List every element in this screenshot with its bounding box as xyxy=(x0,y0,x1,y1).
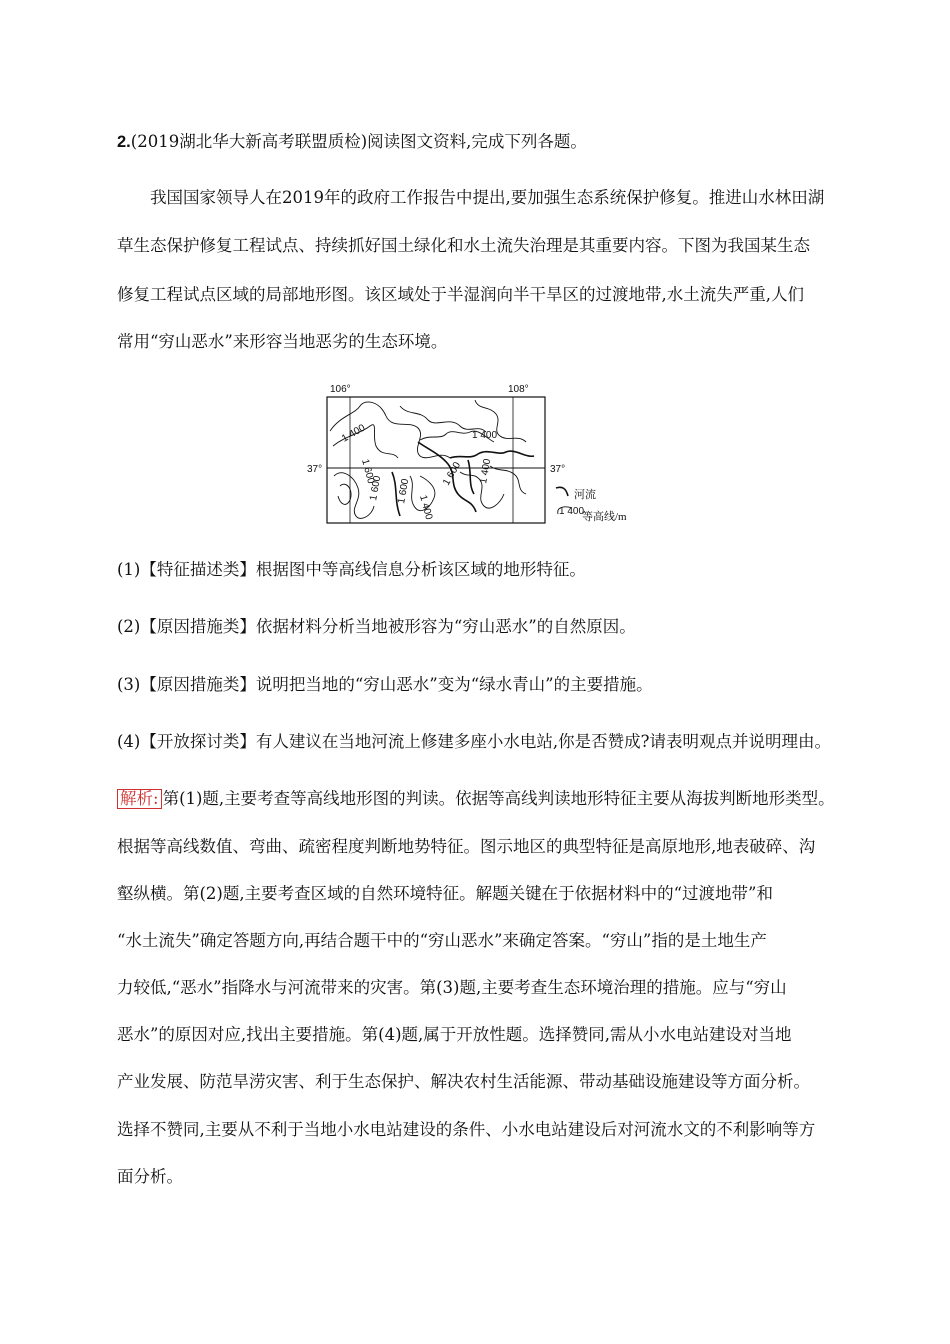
question-header xyxy=(117,131,587,153)
subquestion-4: (4)【开放探讨类】有人建议在当地河流上修建多座小水电站,你是否赞成?请表明观点并说明理由。 xyxy=(117,732,831,751)
material-line: 常用“穷山恶水”来形容当地恶劣的生态环境。 xyxy=(117,332,448,351)
analysis-line: 面分析。 xyxy=(117,1167,183,1186)
question-number: 2. xyxy=(117,133,131,151)
analysis-line: 力较低,“恶水”指降水与河流带来的灾害。第(3)题,主要考查生态环境治理的措施。应与“穷山 xyxy=(117,978,787,997)
topographic-map-figure xyxy=(300,376,660,526)
material-line: 我国国家领导人在2019年的政府工作报告中提出,要加强生态系统保护修复。推进山水林田湖 xyxy=(150,188,825,207)
contour-label: 1 600 xyxy=(368,474,384,502)
map-legend xyxy=(556,487,627,523)
subquestion-1: (1)【特征描述类】根据图中等高线信息分析该区域的地形特征。 xyxy=(117,560,586,579)
contour-label: 1 400 xyxy=(340,422,368,445)
contour-label: 1 400 xyxy=(417,493,435,521)
analysis-first-line xyxy=(117,788,835,810)
analysis-line: “水土流失”确定答题方向,再结合题干中的“穷山恶水”来确定答案。“穷山”指的是土地生产 xyxy=(117,931,767,950)
legend-contour-value: 1 400 xyxy=(559,506,585,517)
material-line: 修复工程试点区域的局部地形图。该区域处于半湿润向半干旱区的过渡地带,水土流失严重,人们 xyxy=(117,285,804,304)
analysis-line: 产业发展、防范旱涝灾害、利于生态保护、解决农村生活能源、带动基础设施建设等方面分析。 xyxy=(117,1072,810,1091)
question-source: (2019湖北华大新高考联盟质检)阅读图文资料,完成下列各题。 xyxy=(130,132,587,151)
river xyxy=(450,451,534,458)
contour-line xyxy=(490,466,526,494)
analysis-line: 恶水”的原因对应,找出主要措施。第(4)题,属于开放性题。选择赞同,需从小水电站建设对当地 xyxy=(117,1025,792,1044)
legend-river-label: 河流 xyxy=(574,489,596,501)
contour-label: 1 600 xyxy=(359,457,377,485)
contour-label: 1 400 xyxy=(472,430,498,441)
lat-label-right: 37° xyxy=(550,464,566,475)
contour-label: 1 400 xyxy=(478,457,494,485)
analysis-line: 选择不赞同,主要从不利于当地小水电站建设的条件、小水电站建设后对河流水文的不利影响等方 xyxy=(117,1120,816,1139)
subquestion-2: (2)【原因措施类】依据材料分析当地被形容为“穷山恶水”的自然原因。 xyxy=(117,617,636,636)
lon-label-right: 108° xyxy=(508,384,529,395)
topographic-map xyxy=(300,376,660,526)
analysis-line: 根据等高线数值、弯曲、疏密程度判断地势特征。图示地区的典型特征是高原地形,地表破碎、沟 xyxy=(117,837,816,856)
contour-label: 1 600 xyxy=(441,460,464,488)
lon-label-left: 106° xyxy=(330,384,351,395)
contour-label: 1 600 xyxy=(396,477,412,505)
analysis-tag: 解析: xyxy=(117,789,162,809)
legend-river-symbol xyxy=(556,487,568,496)
river xyxy=(468,460,474,494)
lat-label-left: 37° xyxy=(307,464,323,475)
subquestion-3: (3)【原因措施类】说明把当地的“穷山恶水”变为“绿水青山”的主要措施。 xyxy=(117,675,653,694)
material-line: 草生态保护修复工程试点、持续抓好国土绿化和水土流失治理是其重要内容。下图为我国某生态 xyxy=(117,236,810,255)
analysis-text: 第(1)题,主要考查等高线地形图的判读。依据等高线判读地形特征主要从海拔判断地形类型。 xyxy=(162,789,835,808)
analysis-line: 壑纵横。第(2)题,主要考查区域的自然环境特征。解题关键在于依据材料中的“过渡地带”和 xyxy=(117,884,773,903)
legend-contour-label: 等高线/m xyxy=(582,511,627,523)
contour-line xyxy=(338,484,351,504)
contour-line xyxy=(400,406,486,432)
